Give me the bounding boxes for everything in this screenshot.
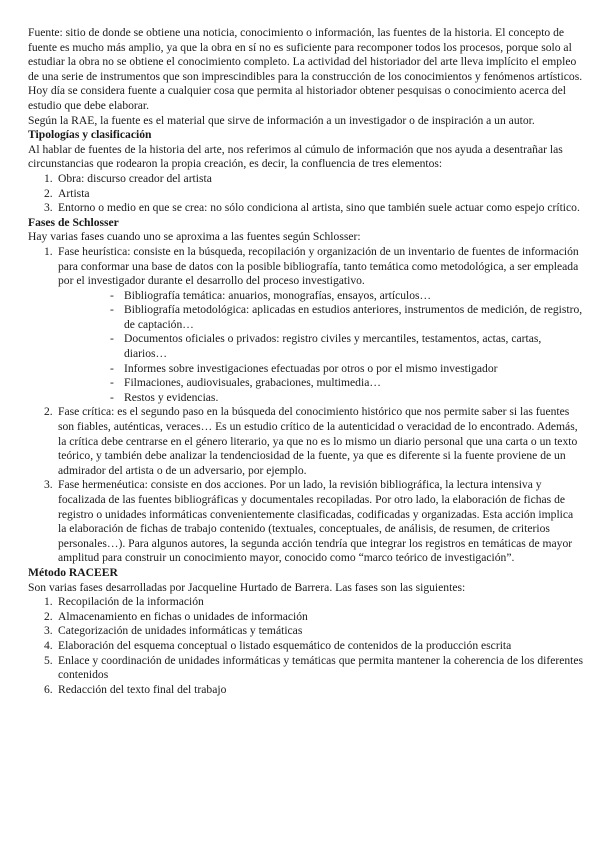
schlosser-phases-list — [28, 245, 584, 566]
raceer-intro: Son varias fases desarrolladas por Jacqueline Hurtado de Barrera. Las fases son las siguientes: — [28, 580, 466, 594]
dash-bullet: - — [110, 390, 114, 404]
sublist-item — [58, 303, 584, 332]
phase-heuristica — [28, 245, 584, 406]
list-number: 2. — [44, 609, 53, 623]
sublist-item-text: Documentos oficiales o privados: registro civiles y mercantiles, testamentos, actas, cartas, diarios… — [124, 332, 542, 361]
list-item — [28, 654, 584, 683]
list-item-text: Elaboración del esquema conceptual o listado esquemático de contenidos de la producción escrita — [58, 638, 512, 652]
raceer-list — [28, 595, 584, 697]
list-number: 2. — [44, 405, 53, 419]
list-number: 3. — [44, 624, 53, 638]
list-number: 5. — [44, 653, 53, 667]
phase-critica — [28, 405, 584, 478]
sublist-item — [58, 391, 584, 406]
list-number: 1. — [44, 244, 53, 258]
schlosser-intro: Hay varias fases cuando uno se aproxima a las fuentes según Schlosser: — [28, 230, 361, 244]
list-item-text: Categorización de unidades informáticas y temáticas — [58, 624, 303, 638]
sublist-item-text: Bibliografía temática: anuarios, monografías, ensayos, artículos… — [124, 288, 432, 302]
phase-text: Fase crítica: es el segundo paso en la búsqueda del conocimiento histórico que nos permite saber si las fuentes son fiables, auténticas, veraces… Es un estudio crítico de la autenticidad o veracidad de lo encontrado. Además, la crítica debe centrarse en el género literario, ya que no es lo mismo un diario personal que una carta o un texto teórico, y también debe analizar la tendenciosidad de la fuente, ya que es diferente si la fuente proviene de un admirador del artista o de un adversario, por ejemplo. — [58, 405, 578, 477]
list-item — [28, 187, 584, 202]
phase-hermeneutica — [28, 478, 584, 566]
list-item-text: Artista — [58, 186, 90, 200]
list-item — [28, 172, 584, 187]
list-number: 3. — [44, 201, 53, 215]
sublist-item — [58, 376, 584, 391]
list-item-text: Recopilación de la información — [58, 595, 204, 609]
dash-bullet: - — [110, 303, 114, 317]
list-item-text: Entorno o medio en que se crea: no sólo condiciona al artista, sino que también suele actuar como espejo crítico. — [58, 201, 580, 215]
dash-bullet: - — [110, 288, 114, 302]
heading-tipologias: Tipologías y clasificación — [28, 128, 152, 142]
list-item — [28, 201, 584, 216]
list-item-text: Redacción del texto final del trabajo — [58, 682, 227, 696]
list-number: 6. — [44, 682, 53, 696]
document-page — [28, 26, 584, 697]
heading-raceer: Método RACEER — [28, 565, 118, 579]
list-item — [28, 683, 584, 698]
intro-paragraph-rae: Según la RAE, la fuente es el material que sirve de información a un investigador o de inspiración a un autor. — [28, 113, 535, 127]
sublist-item-text: Informes sobre investigaciones efectuadas por otros o por el mismo investigador — [124, 361, 498, 375]
intro-paragraph-definition: Fuente: sitio de donde se obtiene una noticia, conocimiento o información, las fuentes de la historia. El concepto de fuente es mucho más amplio, ya que la obra en sí no es suficiente para recomponer todos los procesos, porque solo al estudiar la obra no se obtiene el conocimiento completo. La actividad del historiador del arte lleva implícito el empleo de una serie de instrumentos que son imprescindibles para la construcción de los conocimientos y fenómenos artísticos. — [28, 26, 583, 83]
list-item — [28, 595, 584, 610]
list-item-text: Almacenamiento en fichas o unidades de información — [58, 609, 308, 623]
list-item-text: Enlace y coordinación de unidades informáticas y temáticas que permita mantener la coherencia de los diferentes contenidos — [58, 653, 584, 682]
sublist-item — [58, 332, 584, 361]
list-number: 2. — [44, 186, 53, 200]
heuristica-sublist — [58, 289, 584, 406]
dash-bullet: - — [110, 376, 114, 390]
dash-bullet: - — [110, 361, 114, 375]
list-number: 1. — [44, 595, 53, 609]
list-item — [28, 624, 584, 639]
list-number: 3. — [44, 478, 53, 492]
dash-bullet: - — [110, 332, 114, 346]
tipologias-list — [28, 172, 584, 216]
tipologias-intro: Al hablar de fuentes de la historia del arte, nos referimos al cúmulo de información que nos ayuda a desentrañar las circunstancias que rodearon la propia creación, es decir, la confluencia de tres elementos: — [28, 142, 563, 171]
heading-schlosser: Fases de Schlosser — [28, 215, 119, 229]
sublist-item — [58, 289, 584, 304]
list-item-text: Obra: discurso creador del artista — [58, 171, 212, 185]
sublist-item-text: Filmaciones, audiovisuales, grabaciones, multimedia… — [124, 376, 381, 390]
sublist-item-text: Bibliografía metodológica: aplicadas en estudios anteriores, instrumentos de medición, de registro, de captación… — [124, 303, 583, 331]
phase-text: Fase hermenéutica: consiste en dos acciones. Por un lado, la revisión bibliográfica, la lectura intensiva y focalizada de las fuentes bibliográficas y documentales recopiladas. Por otro lado, la elaboración de fichas de registro o unidades informáticas convenientemente clasificadas, codificadas y organizadas. Esta acción implica la elaboración de fichas de trabajo contenido (textuales, conceptuales, de análisis, de resumen, de criterios personales…). Para algunos autores, la segunda acción tendría que integrar los registros en temáticas de mayor amplitud para construir un conocimiento mayor, conocido como “marco teórico de investigación”. — [58, 478, 574, 565]
sublist-item — [58, 362, 584, 377]
list-number: 1. — [44, 171, 53, 185]
intro-paragraph-today: Hoy día se considera fuente a cualquier cosa que permita al historiador obtener pesquisas o conocimiento acerca del estudio que debe elaborar. — [28, 84, 566, 112]
sublist-item-text: Restos y evidencias. — [124, 390, 219, 404]
list-item — [28, 610, 584, 625]
list-number: 4. — [44, 638, 53, 652]
list-item — [28, 639, 584, 654]
phase-text: Fase heurística: consiste en la búsqueda, recopilación y organización de un inventario de fuentes de información para conformar una base de datos con la posible bibliografía, tanto temática como metodológica, a ser empleada por el investigador durante el desarrollo del proceso investigativo. — [58, 244, 579, 288]
